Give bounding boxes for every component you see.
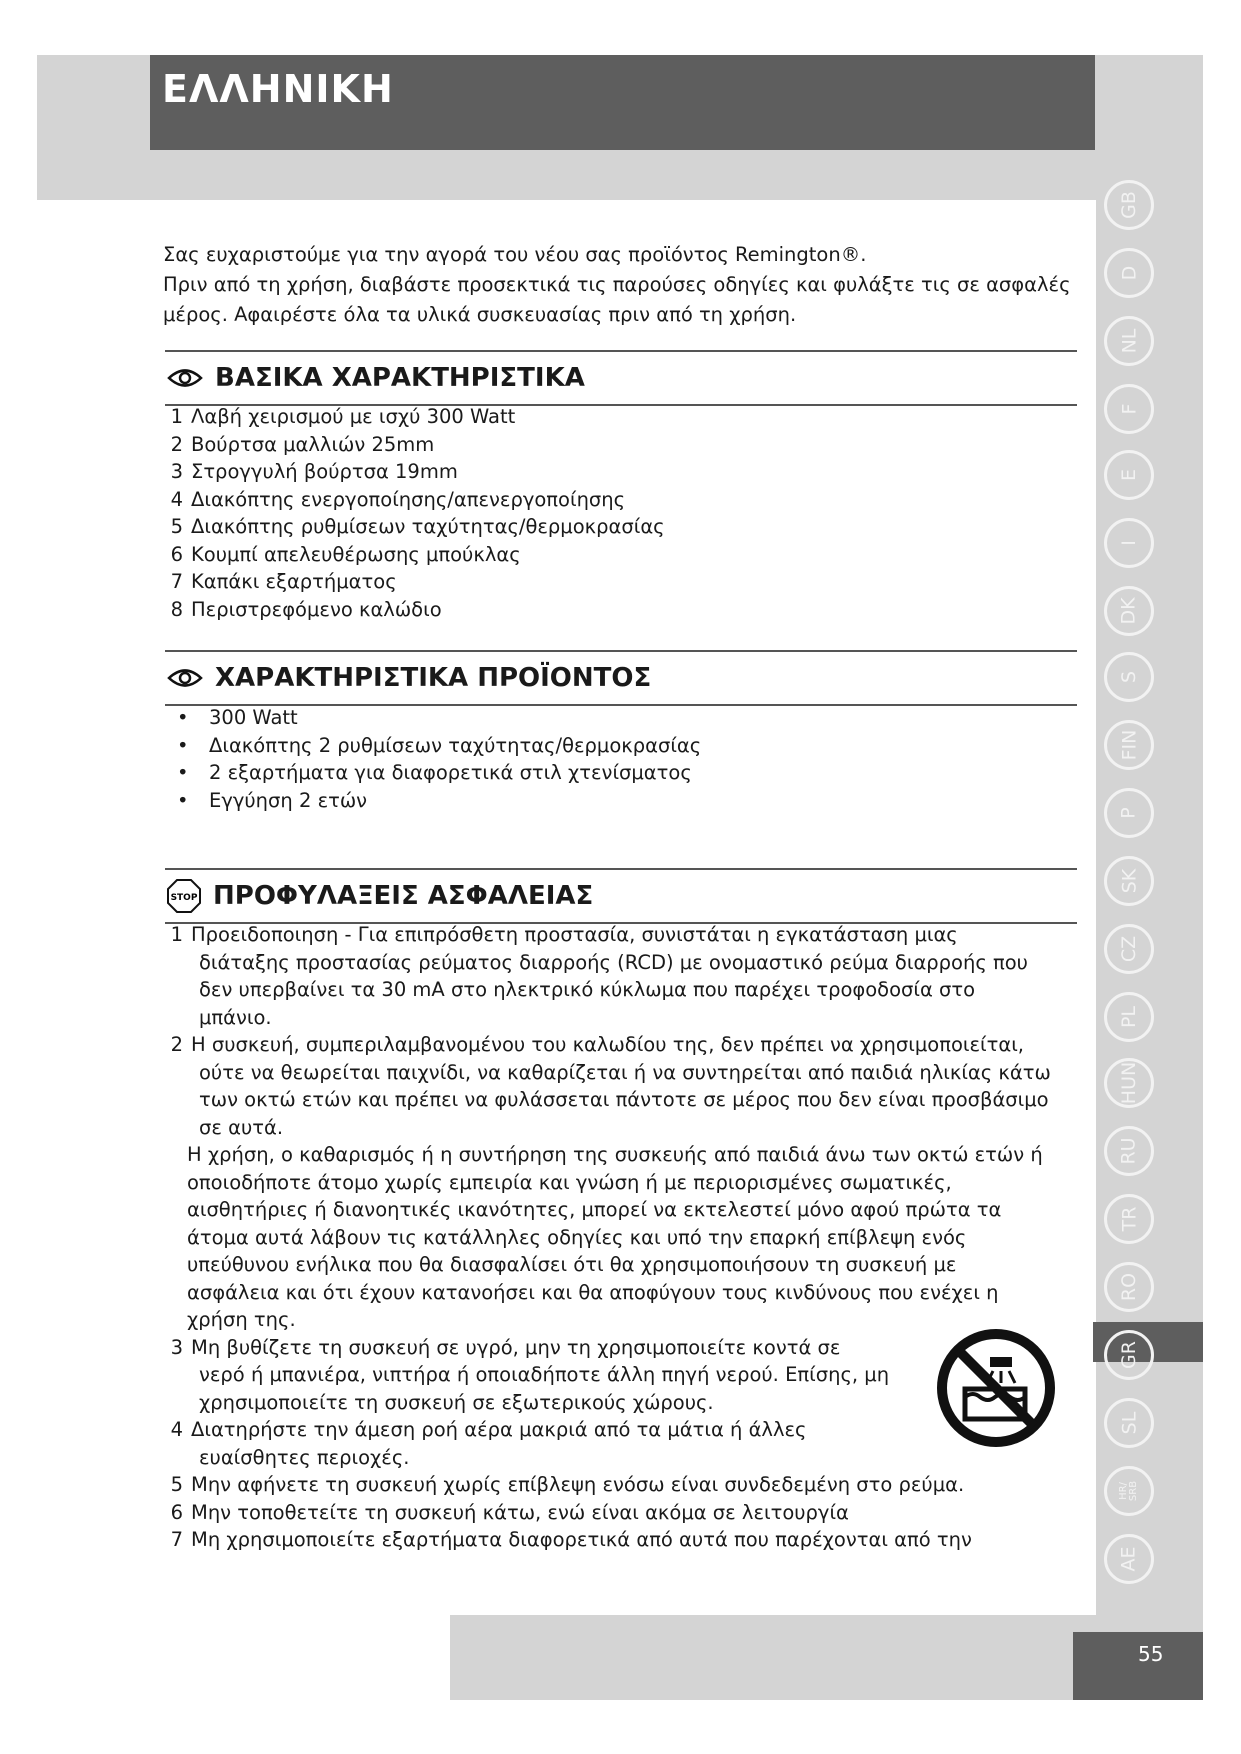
tab-label: PL <box>1117 1005 1140 1029</box>
indent <box>165 1444 199 1472</box>
tab-label: AE <box>1117 1546 1140 1572</box>
indent <box>165 1306 187 1334</box>
item-text: νερό ή μπανιέρα, νιπτήρα ή οποιαδήποτε άλλη πηγή νερού. Επίσης, μη <box>199 1363 890 1386</box>
item-text: μπάνιο. <box>199 1005 272 1029</box>
language-tab-f[interactable] <box>1104 384 1154 434</box>
page-number: 55 <box>1138 1642 1164 1666</box>
list-item <box>165 732 1077 760</box>
list-item <box>165 486 1077 514</box>
item-text: δεν υπερβαίνει τα 30 mA στο ηλεκτρικό κύκλωμα που παρέχει τροφοδοσία στο <box>199 978 976 1001</box>
intro-line: Σας ευχαριστούμε για την αγορά του νέου σας προϊόντος Remington®. <box>163 243 867 266</box>
indent <box>165 949 199 977</box>
indent <box>165 1196 187 1224</box>
list-item-line <box>165 1086 1077 1114</box>
list-item <box>165 403 1077 431</box>
language-tab-gr[interactable] <box>1104 1330 1154 1380</box>
indent <box>165 1141 187 1169</box>
language-tab-ae[interactable] <box>1104 1534 1154 1584</box>
item-text: Εγγύηση 2 ετών <box>209 788 368 812</box>
list-item <box>165 513 1077 541</box>
item-text: διάταξης προστασίας ρεύματος διαρροής (RCD) με ονομαστικό ρεύμα διαρροής που <box>199 950 1028 974</box>
indent <box>165 1224 187 1252</box>
list-item-line <box>165 1471 1077 1499</box>
intro <box>163 240 1083 330</box>
language-tab-ru[interactable] <box>1104 1126 1154 1176</box>
language-tab-sl[interactable] <box>1104 1398 1154 1448</box>
list-item-line <box>165 1004 1077 1032</box>
bullet: • <box>177 788 189 812</box>
item-text: Η χρήση, ο καθαρισμός ή η συντήρηση της συσκευής από παιδιά άνω των οκτώ ετών ή <box>187 1143 1043 1166</box>
item-number: 3 <box>170 460 183 483</box>
list-item-line <box>165 1526 1077 1554</box>
list-item <box>165 596 1077 624</box>
list-item-line <box>165 1141 1077 1169</box>
item-text: Μη βυθίζετε τη συσκευή σε υγρό, μην τη χρησιμοποιείτε κοντά σε <box>191 1335 841 1359</box>
item-text: υπεύθυνου ενήλικα που θα διασφαλίσει ότι θα χρησιμοποιήσουν τη συσκευή με <box>187 1253 957 1276</box>
list-item <box>165 759 1077 787</box>
tab-label: SL <box>1118 1411 1140 1435</box>
item-text: Η συσκευή, συμπεριλαμβανομένου του καλωδίου της, δεν πρέπει να χρησιμοποιείται, <box>191 1033 1024 1056</box>
list-item <box>165 568 1077 596</box>
list-item-line <box>165 1169 1077 1197</box>
list-item <box>165 704 1077 732</box>
item-text: Κουμπί απελευθέρωσης μπούκλας <box>191 542 521 566</box>
indent <box>165 1361 199 1389</box>
language-tab-hrsrb[interactable] <box>1104 1466 1154 1516</box>
indent <box>165 976 199 1004</box>
item-text: των οκτώ ετών και πρέπει να φυλάσσεται πάντοτε σε μέρος που δεν είναι προσβάσιμο <box>199 1088 1049 1111</box>
item-text: αισθητήριες ή διανοητικές ικανότητες, μπορεί να εκτελεστεί μόνο αφού πρώτα τα <box>187 1198 1002 1221</box>
indent <box>165 1114 199 1142</box>
indent <box>165 1279 187 1307</box>
language-tab-tr[interactable] <box>1104 1194 1154 1244</box>
item-text: Στρογγυλή βούρτσα 19mm <box>191 460 458 483</box>
item-number: 7 <box>170 570 183 593</box>
item-number: 8 <box>170 597 183 621</box>
item-text: Βούρτσα μαλλιών 25mm <box>191 432 435 456</box>
list-item-line <box>165 1031 1077 1059</box>
tab-label: GB <box>1117 191 1140 219</box>
list-item-line <box>165 1114 1077 1142</box>
stop-icon-text: STOP <box>170 893 198 903</box>
language-tab-nl[interactable] <box>1104 316 1154 366</box>
language-tab-pl[interactable] <box>1104 992 1154 1042</box>
section-basic-features <box>165 350 1077 623</box>
item-text: 2 εξαρτήματα για διαφορετικά στιλ χτενίσματος <box>209 761 692 784</box>
language-tab-dk[interactable] <box>1104 586 1154 636</box>
item-number: 7 <box>170 1528 183 1551</box>
item-text: Διακόπτης ενεργοποίησης/απενεργοποίησης <box>191 487 626 511</box>
list-item <box>165 431 1077 459</box>
item-text: χρησιμοποιείτε τη συσκευή σε εξωτερικούς χώρους. <box>199 1390 714 1414</box>
indent <box>165 1251 187 1279</box>
item-text: 300 Watt <box>209 706 298 729</box>
list-item-line <box>165 1224 1077 1252</box>
list-item-line <box>165 949 1077 977</box>
item-text: οποιοδήποτε άτομο χωρίς εμπειρία και γνώση ή με περιορισμένες σωματικές, <box>187 1170 952 1194</box>
language-tab-s[interactable] <box>1104 652 1154 702</box>
item-number: 4 <box>170 487 183 511</box>
indent <box>165 1004 199 1032</box>
list-item-line <box>165 976 1077 1004</box>
bullet: • <box>177 706 189 729</box>
bottom-margin <box>37 1615 450 1700</box>
item-text: Περιστρεφόμενο καλώδιο <box>191 597 442 621</box>
item-text: σε αυτά. <box>199 1115 284 1139</box>
section-product-features <box>165 650 1077 814</box>
page-number-box <box>1073 1632 1203 1700</box>
section-title: ΠΡΟΦΥΛΑΞΕΙΣ ΑΣΦΑΛΕΙΑΣ <box>213 881 594 911</box>
language-tab-gb[interactable] <box>1104 180 1154 230</box>
tab-label: HR/ SRB <box>1118 1480 1139 1502</box>
indent <box>165 1059 199 1087</box>
list-item-line <box>165 1196 1077 1224</box>
item-text: Προειδοποιηση - Για επιπρόσθετη προστασία, συνιστάται η εγκατάσταση μιας <box>191 923 958 946</box>
item-text: Μη χρησιμοποιείτε εξαρτήματα διαφορετικά από αυτά που παρέχονται από την <box>191 1528 972 1551</box>
language-tab-ro[interactable] <box>1104 1262 1154 1312</box>
item-text: ευαίσθητες περιοχές. <box>199 1445 410 1469</box>
list-item-line <box>165 1251 1077 1279</box>
bullet: • <box>177 733 189 757</box>
language-tab-e[interactable] <box>1104 450 1154 500</box>
tab-label: RO <box>1117 1272 1140 1302</box>
list-item-line <box>165 1059 1077 1087</box>
item-number: 1 <box>170 923 183 946</box>
section-title: ΒΑΣΙΚΑ ΧΑΡΑΚΤΗΡΙΣΤΙΚΑ <box>215 363 585 393</box>
item-number: 3 <box>170 1335 183 1359</box>
language-tab-p[interactable] <box>1104 788 1154 838</box>
tab-label: P <box>1118 807 1140 819</box>
item-text: χρήση της. <box>187 1308 296 1331</box>
item-text: Διατηρήστε την άμεση ροή αέρα μακριά από τα μάτια ή άλλες <box>191 1418 807 1441</box>
item-text: Μην αφήνετε τη συσκευή χωρίς επίβλεψη ενόσω είναι συνδεδεμένη στο ρεύμα. <box>191 1473 965 1496</box>
section-title: ΧΑΡΑΚΤΗΡΙΣΤΙΚΑ ΠΡΟΪΟΝΤΟΣ <box>215 663 652 693</box>
tab-label: NL <box>1118 328 1140 354</box>
tab-label: DK <box>1118 597 1140 625</box>
language-tab-i[interactable] <box>1104 518 1154 568</box>
intro-line: μέρος. Αφαιρέστε όλα τα υλικά συσκευασίας πριν από τη χρήση. <box>163 303 797 326</box>
tab-label: CZ <box>1117 935 1140 963</box>
item-number: 6 <box>170 542 183 566</box>
tab-label: SK <box>1118 868 1140 894</box>
language-tab-cz[interactable] <box>1104 924 1154 974</box>
language-tab-fin[interactable] <box>1104 720 1154 770</box>
indent <box>165 1389 199 1417</box>
item-text: άτομα αυτά λάβουν τις κατάλληλες οδηγίες και υπό την επαρκή επίβλεψη ενός <box>187 1225 967 1249</box>
eye-icon <box>167 367 203 389</box>
tab-label: I <box>1117 540 1140 546</box>
list-item <box>165 458 1077 486</box>
list-item-line <box>165 1499 1077 1527</box>
language-tab-hun[interactable] <box>1104 1058 1154 1108</box>
item-text: Διακόπτης 2 ρυθμίσεων ταχύτητας/θερμοκρασίας <box>209 733 702 757</box>
indent <box>165 1169 187 1197</box>
tab-label: RU <box>1117 1137 1140 1165</box>
no-water-warning-icon <box>935 1327 1057 1449</box>
item-text: ασφάλεια και ότι έχουν κατανοήσει και θα αποφύγουν τους κινδύνους που ενέχει η <box>187 1280 999 1304</box>
eye-icon <box>167 667 203 689</box>
indent <box>165 1086 199 1114</box>
item-number: 1 <box>170 405 183 428</box>
item-number: 5 <box>170 515 183 538</box>
tab-label: F <box>1118 403 1140 415</box>
item-number: 6 <box>170 1500 183 1524</box>
list-item <box>165 541 1077 569</box>
bullet: • <box>177 761 189 784</box>
section-safety <box>165 868 1077 1554</box>
tab-label: TR <box>1118 1206 1140 1232</box>
list-item-line <box>165 921 1077 949</box>
stop-icon <box>167 879 201 913</box>
page-title: ΕΛΛΗΝΙΚΗ <box>162 67 394 111</box>
item-text: Διακόπτης ρυθμίσεων ταχύτητας/θερμοκρασίας <box>191 515 665 538</box>
tab-label: D <box>1117 265 1140 281</box>
item-text: Μην τοποθετείτε τη συσκευή κάτω, ενώ είναι ακόμα σε λειτουργία <box>191 1500 849 1524</box>
item-number: 2 <box>170 432 183 456</box>
language-tab-d[interactable] <box>1104 248 1154 298</box>
item-number: 5 <box>170 1473 183 1496</box>
tab-label: E <box>1117 468 1140 482</box>
language-tab-sk[interactable] <box>1104 856 1154 906</box>
tab-label: GR <box>1118 1341 1140 1369</box>
list-item-line <box>165 1279 1077 1307</box>
item-text: Καπάκι εξαρτήματος <box>191 570 397 593</box>
item-number: 2 <box>170 1033 183 1056</box>
item-text: ούτε να θεωρείται παιχνίδι, να καθαρίζεται ή να συντηρείται από παιδιά ηλικίας κάτω <box>199 1060 1051 1084</box>
intro-line: Πριν από τη χρήση, διαβάστε προσεκτικά τις παρούσες οδηγίες και φυλάξτε τις σε ασφαλές <box>163 273 1071 296</box>
item-number: 4 <box>170 1418 183 1441</box>
list-item <box>165 787 1077 815</box>
tab-label: S <box>1118 670 1140 684</box>
tab-label: HUN <box>1117 1061 1140 1105</box>
item-text: Λαβή χειρισμού με ισχύ 300 Watt <box>191 405 516 428</box>
tab-label: FIN <box>1118 729 1140 761</box>
header-bar <box>150 55 1095 150</box>
